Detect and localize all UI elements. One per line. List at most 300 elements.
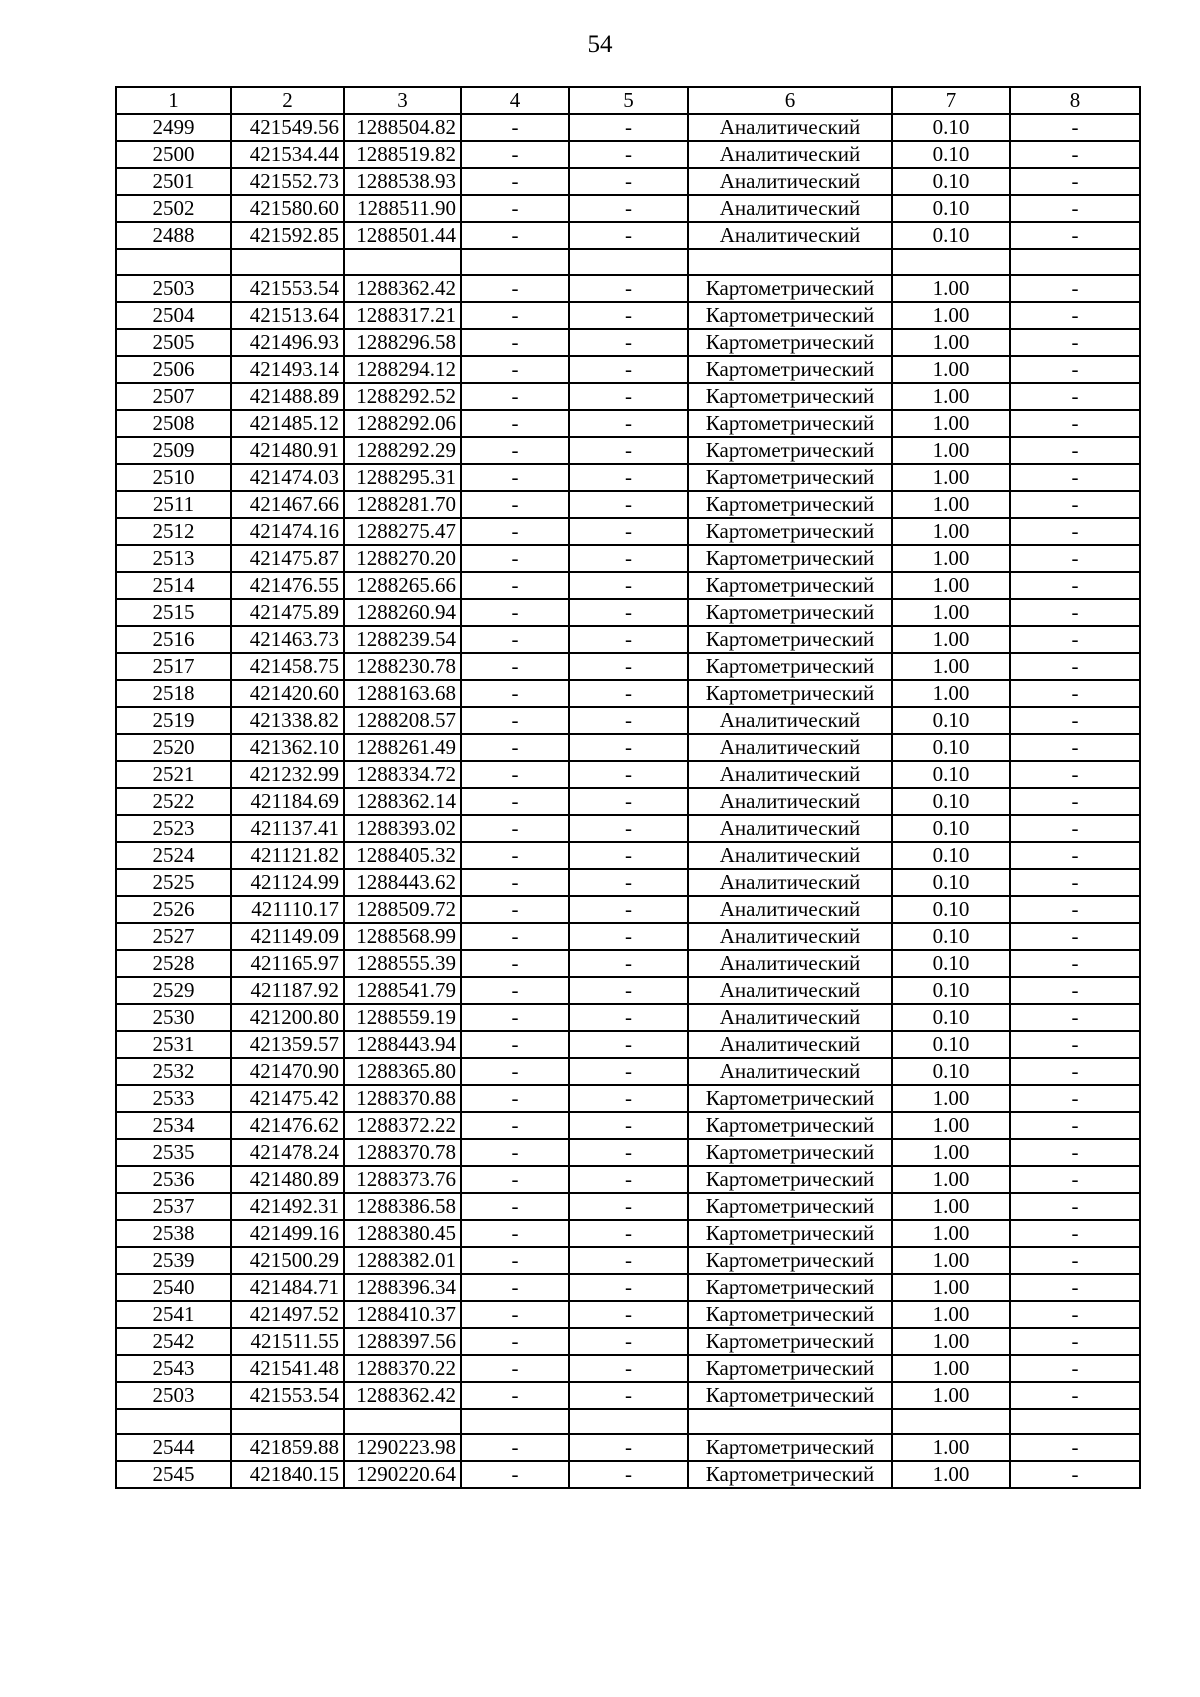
cell-accuracy: 0.10 xyxy=(892,815,1010,842)
cell-x-coordinate: 421121.82 xyxy=(231,842,344,869)
cell-method: Картометрический xyxy=(688,1247,892,1274)
cell-y-coordinate: 1288260.94 xyxy=(344,599,461,626)
cell-y-coordinate: 1290220.64 xyxy=(344,1461,461,1488)
table-row xyxy=(116,518,1140,545)
cell-y-coordinate: 1288281.70 xyxy=(344,491,461,518)
cell-accuracy: 1.00 xyxy=(892,410,1010,437)
cell-method: Аналитический xyxy=(688,195,892,222)
cell-method: Аналитический xyxy=(688,1058,892,1085)
cell-col-4: - xyxy=(461,410,569,437)
cell-x-coordinate xyxy=(231,1409,344,1435)
cell-col-8: - xyxy=(1010,896,1140,923)
cell-y-coordinate: 1288295.31 xyxy=(344,464,461,491)
cell-col-4: - xyxy=(461,599,569,626)
cell-point-number: 2508 xyxy=(116,410,231,437)
table-row xyxy=(116,1434,1140,1461)
cell-col-4: - xyxy=(461,923,569,950)
cell-col-5: - xyxy=(569,1193,688,1220)
cell-col-4: - xyxy=(461,896,569,923)
cell-x-coordinate: 421480.89 xyxy=(231,1166,344,1193)
cell-x-coordinate: 421549.56 xyxy=(231,114,344,141)
table-row xyxy=(116,195,1140,222)
cell-x-coordinate: 421493.14 xyxy=(231,356,344,383)
table-row xyxy=(116,734,1140,761)
cell-col-8: - xyxy=(1010,141,1140,168)
cell-col-5: - xyxy=(569,518,688,545)
cell-accuracy: 0.10 xyxy=(892,842,1010,869)
cell-x-coordinate: 421541.48 xyxy=(231,1355,344,1382)
table-row xyxy=(116,572,1140,599)
cell-y-coordinate: 1288568.99 xyxy=(344,923,461,950)
cell-col-8: - xyxy=(1010,168,1140,195)
cell-method: Картометрический xyxy=(688,275,892,302)
cell-method: Картометрический xyxy=(688,653,892,680)
cell-accuracy: 1.00 xyxy=(892,1301,1010,1328)
cell-col-4: - xyxy=(461,114,569,141)
table-header xyxy=(116,87,1140,114)
cell-col-8: - xyxy=(1010,869,1140,896)
cell-point-number: 2516 xyxy=(116,626,231,653)
cell-x-coordinate: 421496.93 xyxy=(231,329,344,356)
cell-x-coordinate: 421488.89 xyxy=(231,383,344,410)
cell-col-5: - xyxy=(569,1328,688,1355)
table-row xyxy=(116,410,1140,437)
table-row xyxy=(116,1112,1140,1139)
cell-col-5: - xyxy=(569,761,688,788)
cell-col-8: - xyxy=(1010,464,1140,491)
cell-accuracy: 1.00 xyxy=(892,626,1010,653)
table-row xyxy=(116,249,1140,275)
cell-method: Аналитический xyxy=(688,761,892,788)
table-row xyxy=(116,1058,1140,1085)
table-row xyxy=(116,1166,1140,1193)
cell-col-8: - xyxy=(1010,977,1140,1004)
cell-col-4: - xyxy=(461,1004,569,1031)
cell-method: Картометрический xyxy=(688,383,892,410)
cell-method: Картометрический xyxy=(688,1139,892,1166)
table-row xyxy=(116,491,1140,518)
table-row xyxy=(116,1328,1140,1355)
cell-col-8: - xyxy=(1010,410,1140,437)
cell-y-coordinate: 1288261.49 xyxy=(344,734,461,761)
cell-point-number: 2522 xyxy=(116,788,231,815)
cell-accuracy: 0.10 xyxy=(892,896,1010,923)
cell-x-coordinate: 421499.16 xyxy=(231,1220,344,1247)
header-row xyxy=(116,87,1140,114)
cell-col-5: - xyxy=(569,1461,688,1488)
cell-point-number xyxy=(116,249,231,275)
cell-col-8: - xyxy=(1010,1461,1140,1488)
cell-method: Аналитический xyxy=(688,815,892,842)
cell-col-8: - xyxy=(1010,1112,1140,1139)
cell-y-coordinate: 1288386.58 xyxy=(344,1193,461,1220)
cell-y-coordinate: 1288559.19 xyxy=(344,1004,461,1031)
cell-accuracy: 1.00 xyxy=(892,1434,1010,1461)
cell-col-5: - xyxy=(569,410,688,437)
cell-method: Аналитический xyxy=(688,788,892,815)
cell-x-coordinate: 421553.54 xyxy=(231,275,344,302)
cell-method: Картометрический xyxy=(688,1193,892,1220)
cell-y-coordinate: 1288380.45 xyxy=(344,1220,461,1247)
cell-method: Картометрический xyxy=(688,545,892,572)
cell-col-4: - xyxy=(461,1434,569,1461)
cell-point-number: 2526 xyxy=(116,896,231,923)
coordinates-table xyxy=(115,86,1141,1489)
cell-col-8: - xyxy=(1010,1328,1140,1355)
cell-col-5: - xyxy=(569,114,688,141)
cell-method: Аналитический xyxy=(688,734,892,761)
cell-accuracy xyxy=(892,249,1010,275)
cell-method: Аналитический xyxy=(688,168,892,195)
cell-accuracy: 1.00 xyxy=(892,545,1010,572)
cell-x-coordinate: 421500.29 xyxy=(231,1247,344,1274)
cell-col-8: - xyxy=(1010,1193,1140,1220)
cell-point-number: 2523 xyxy=(116,815,231,842)
cell-col-5: - xyxy=(569,707,688,734)
cell-point-number: 2509 xyxy=(116,437,231,464)
cell-y-coordinate: 1288504.82 xyxy=(344,114,461,141)
cell-point-number: 2536 xyxy=(116,1166,231,1193)
cell-col-5: - xyxy=(569,1139,688,1166)
cell-x-coordinate: 421362.10 xyxy=(231,734,344,761)
table-row xyxy=(116,815,1140,842)
cell-method xyxy=(688,249,892,275)
cell-x-coordinate: 421476.62 xyxy=(231,1112,344,1139)
table-row xyxy=(116,599,1140,626)
cell-x-coordinate: 421124.99 xyxy=(231,869,344,896)
cell-col-8 xyxy=(1010,249,1140,275)
cell-accuracy: 0.10 xyxy=(892,977,1010,1004)
cell-col-5: - xyxy=(569,1085,688,1112)
cell-x-coordinate: 421458.75 xyxy=(231,653,344,680)
cell-x-coordinate: 421200.80 xyxy=(231,1004,344,1031)
cell-col-5 xyxy=(569,249,688,275)
cell-point-number: 2544 xyxy=(116,1434,231,1461)
cell-method: Картометрический xyxy=(688,1301,892,1328)
table-row xyxy=(116,977,1140,1004)
cell-y-coordinate: 1288362.42 xyxy=(344,1382,461,1409)
cell-col-8: - xyxy=(1010,1355,1140,1382)
cell-col-4: - xyxy=(461,788,569,815)
cell-col-8: - xyxy=(1010,356,1140,383)
cell-method xyxy=(688,1409,892,1435)
cell-col-5: - xyxy=(569,302,688,329)
cell-accuracy: 1.00 xyxy=(892,1112,1010,1139)
cell-accuracy: 1.00 xyxy=(892,437,1010,464)
cell-method: Картометрический xyxy=(688,1166,892,1193)
cell-y-coordinate: 1288410.37 xyxy=(344,1301,461,1328)
cell-x-coordinate: 421420.60 xyxy=(231,680,344,707)
cell-col-5: - xyxy=(569,1355,688,1382)
cell-col-8: - xyxy=(1010,518,1140,545)
cell-accuracy: 1.00 xyxy=(892,599,1010,626)
cell-y-coordinate: 1288538.93 xyxy=(344,168,461,195)
cell-accuracy: 0.10 xyxy=(892,1058,1010,1085)
cell-point-number: 2529 xyxy=(116,977,231,1004)
cell-col-5 xyxy=(569,1409,688,1435)
cell-accuracy: 1.00 xyxy=(892,1328,1010,1355)
cell-point-number: 2545 xyxy=(116,1461,231,1488)
cell-x-coordinate: 421480.91 xyxy=(231,437,344,464)
cell-point-number: 2514 xyxy=(116,572,231,599)
cell-point-number: 2527 xyxy=(116,923,231,950)
cell-y-coordinate: 1288292.52 xyxy=(344,383,461,410)
cell-method: Картометрический xyxy=(688,572,892,599)
cell-x-coordinate: 421553.54 xyxy=(231,1382,344,1409)
cell-point-number: 2543 xyxy=(116,1355,231,1382)
cell-col-8: - xyxy=(1010,707,1140,734)
cell-y-coordinate: 1288370.88 xyxy=(344,1085,461,1112)
cell-point-number: 2531 xyxy=(116,1031,231,1058)
column-header-5: 5 xyxy=(569,87,688,114)
table-row xyxy=(116,114,1140,141)
cell-col-5: - xyxy=(569,680,688,707)
table-row xyxy=(116,1355,1140,1382)
cell-y-coordinate: 1288519.82 xyxy=(344,141,461,168)
cell-method: Картометрический xyxy=(688,1382,892,1409)
table-row xyxy=(116,383,1140,410)
cell-col-8: - xyxy=(1010,950,1140,977)
table-row xyxy=(116,1085,1140,1112)
cell-col-5: - xyxy=(569,545,688,572)
cell-accuracy xyxy=(892,1409,1010,1435)
cell-point-number: 2541 xyxy=(116,1301,231,1328)
cell-col-5: - xyxy=(569,1247,688,1274)
cell-accuracy: 1.00 xyxy=(892,491,1010,518)
cell-col-5: - xyxy=(569,977,688,1004)
cell-point-number: 2503 xyxy=(116,275,231,302)
cell-col-8: - xyxy=(1010,1434,1140,1461)
cell-accuracy: 0.10 xyxy=(892,195,1010,222)
cell-y-coordinate xyxy=(344,249,461,275)
cell-col-5: - xyxy=(569,599,688,626)
cell-x-coordinate: 421484.71 xyxy=(231,1274,344,1301)
cell-col-4: - xyxy=(461,518,569,545)
cell-method: Аналитический xyxy=(688,869,892,896)
cell-col-5: - xyxy=(569,1382,688,1409)
cell-point-number: 2533 xyxy=(116,1085,231,1112)
page-number: 54 xyxy=(587,31,613,58)
cell-col-5: - xyxy=(569,383,688,410)
cell-col-8: - xyxy=(1010,815,1140,842)
cell-col-4: - xyxy=(461,1031,569,1058)
cell-accuracy: 0.10 xyxy=(892,869,1010,896)
cell-accuracy: 0.10 xyxy=(892,950,1010,977)
cell-accuracy: 1.00 xyxy=(892,1382,1010,1409)
cell-accuracy: 1.00 xyxy=(892,329,1010,356)
cell-point-number: 2518 xyxy=(116,680,231,707)
cell-accuracy: 0.10 xyxy=(892,114,1010,141)
cell-method: Картометрический xyxy=(688,1434,892,1461)
cell-point-number: 2506 xyxy=(116,356,231,383)
cell-col-5: - xyxy=(569,1031,688,1058)
cell-col-4: - xyxy=(461,1328,569,1355)
cell-x-coordinate: 421497.52 xyxy=(231,1301,344,1328)
cell-method: Аналитический xyxy=(688,222,892,249)
cell-point-number: 2539 xyxy=(116,1247,231,1274)
cell-col-4: - xyxy=(461,302,569,329)
table-row xyxy=(116,869,1140,896)
cell-col-8: - xyxy=(1010,599,1140,626)
cell-y-coordinate: 1288373.76 xyxy=(344,1166,461,1193)
cell-y-coordinate: 1290223.98 xyxy=(344,1434,461,1461)
cell-col-4: - xyxy=(461,977,569,1004)
cell-point-number: 2538 xyxy=(116,1220,231,1247)
table-row xyxy=(116,275,1140,302)
column-header-7: 7 xyxy=(892,87,1010,114)
cell-col-4: - xyxy=(461,491,569,518)
cell-col-4: - xyxy=(461,545,569,572)
cell-point-number: 2521 xyxy=(116,761,231,788)
cell-accuracy: 0.10 xyxy=(892,1004,1010,1031)
cell-x-coordinate: 421470.90 xyxy=(231,1058,344,1085)
cell-x-coordinate: 421463.73 xyxy=(231,626,344,653)
cell-col-4: - xyxy=(461,1274,569,1301)
table-row xyxy=(116,302,1140,329)
cell-col-4: - xyxy=(461,464,569,491)
cell-x-coordinate: 421110.17 xyxy=(231,896,344,923)
cell-col-4: - xyxy=(461,329,569,356)
cell-method: Картометрический xyxy=(688,1112,892,1139)
cell-x-coordinate: 421476.55 xyxy=(231,572,344,599)
cell-col-5: - xyxy=(569,1004,688,1031)
cell-point-number: 2507 xyxy=(116,383,231,410)
column-header-8: 8 xyxy=(1010,87,1140,114)
cell-col-5: - xyxy=(569,195,688,222)
cell-col-5: - xyxy=(569,923,688,950)
cell-col-8: - xyxy=(1010,275,1140,302)
cell-col-8: - xyxy=(1010,302,1140,329)
cell-accuracy: 0.10 xyxy=(892,222,1010,249)
cell-accuracy: 1.00 xyxy=(892,1085,1010,1112)
cell-col-4: - xyxy=(461,1139,569,1166)
cell-y-coordinate: 1288405.32 xyxy=(344,842,461,869)
cell-accuracy: 1.00 xyxy=(892,680,1010,707)
cell-col-4: - xyxy=(461,1085,569,1112)
cell-col-8: - xyxy=(1010,1085,1140,1112)
cell-point-number: 2513 xyxy=(116,545,231,572)
cell-col-8: - xyxy=(1010,222,1140,249)
table-row xyxy=(116,680,1140,707)
table-row xyxy=(116,788,1140,815)
cell-col-5: - xyxy=(569,734,688,761)
cell-accuracy: 1.00 xyxy=(892,302,1010,329)
cell-point-number: 2499 xyxy=(116,114,231,141)
cell-y-coordinate: 1288443.94 xyxy=(344,1031,461,1058)
table-body xyxy=(116,114,1140,1488)
cell-point-number: 2510 xyxy=(116,464,231,491)
cell-col-5: - xyxy=(569,464,688,491)
cell-point-number: 2517 xyxy=(116,653,231,680)
cell-col-4: - xyxy=(461,734,569,761)
table-row xyxy=(116,761,1140,788)
cell-point-number: 2537 xyxy=(116,1193,231,1220)
cell-col-5: - xyxy=(569,869,688,896)
cell-col-8 xyxy=(1010,1409,1140,1435)
cell-x-coordinate: 421492.31 xyxy=(231,1193,344,1220)
cell-method: Картометрический xyxy=(688,626,892,653)
cell-y-coordinate: 1288265.66 xyxy=(344,572,461,599)
cell-y-coordinate: 1288275.47 xyxy=(344,518,461,545)
cell-x-coordinate: 421474.03 xyxy=(231,464,344,491)
cell-point-number: 2503 xyxy=(116,1382,231,1409)
table-row xyxy=(116,1382,1140,1409)
cell-method: Картометрический xyxy=(688,329,892,356)
table-row xyxy=(116,1274,1140,1301)
cell-col-4: - xyxy=(461,653,569,680)
cell-col-8: - xyxy=(1010,195,1140,222)
cell-col-5: - xyxy=(569,168,688,195)
cell-col-4: - xyxy=(461,1112,569,1139)
cell-x-coordinate: 421485.12 xyxy=(231,410,344,437)
cell-col-5: - xyxy=(569,950,688,977)
cell-col-8: - xyxy=(1010,1220,1140,1247)
cell-point-number: 2520 xyxy=(116,734,231,761)
cell-method: Аналитический xyxy=(688,1031,892,1058)
cell-y-coordinate: 1288294.12 xyxy=(344,356,461,383)
cell-method: Картометрический xyxy=(688,464,892,491)
cell-col-4: - xyxy=(461,222,569,249)
table-row xyxy=(116,1247,1140,1274)
table-row xyxy=(116,222,1140,249)
cell-col-4: - xyxy=(461,1193,569,1220)
cell-accuracy: 1.00 xyxy=(892,1355,1010,1382)
cell-col-4: - xyxy=(461,383,569,410)
cell-col-5: - xyxy=(569,653,688,680)
cell-col-5: - xyxy=(569,222,688,249)
cell-y-coordinate: 1288443.62 xyxy=(344,869,461,896)
cell-col-4: - xyxy=(461,626,569,653)
cell-method: Картометрический xyxy=(688,356,892,383)
cell-col-8: - xyxy=(1010,491,1140,518)
cell-point-number: 2528 xyxy=(116,950,231,977)
table-row xyxy=(116,653,1140,680)
cell-col-4: - xyxy=(461,1220,569,1247)
cell-col-5: - xyxy=(569,572,688,599)
cell-col-4: - xyxy=(461,869,569,896)
table-row xyxy=(116,437,1140,464)
cell-col-4: - xyxy=(461,275,569,302)
cell-accuracy: 0.10 xyxy=(892,707,1010,734)
cell-point-number: 2511 xyxy=(116,491,231,518)
table-row xyxy=(116,329,1140,356)
cell-method: Аналитический xyxy=(688,707,892,734)
table-row xyxy=(116,141,1140,168)
cell-accuracy: 1.00 xyxy=(892,1220,1010,1247)
cell-accuracy: 1.00 xyxy=(892,1166,1010,1193)
table-row xyxy=(116,896,1140,923)
cell-col-8: - xyxy=(1010,1166,1140,1193)
cell-col-8: - xyxy=(1010,114,1140,141)
cell-accuracy: 1.00 xyxy=(892,1461,1010,1488)
cell-x-coordinate: 421338.82 xyxy=(231,707,344,734)
cell-x-coordinate: 421592.85 xyxy=(231,222,344,249)
table-row xyxy=(116,1193,1140,1220)
cell-x-coordinate: 421232.99 xyxy=(231,761,344,788)
cell-y-coordinate: 1288317.21 xyxy=(344,302,461,329)
cell-point-number: 2488 xyxy=(116,222,231,249)
cell-accuracy: 0.10 xyxy=(892,734,1010,761)
table-row xyxy=(116,950,1140,977)
cell-method: Картометрический xyxy=(688,599,892,626)
table-row xyxy=(116,545,1140,572)
cell-y-coordinate: 1288555.39 xyxy=(344,950,461,977)
cell-method: Картометрический xyxy=(688,491,892,518)
cell-point-number xyxy=(116,1409,231,1435)
cell-method: Картометрический xyxy=(688,680,892,707)
cell-method: Аналитический xyxy=(688,141,892,168)
cell-point-number: 2530 xyxy=(116,1004,231,1031)
